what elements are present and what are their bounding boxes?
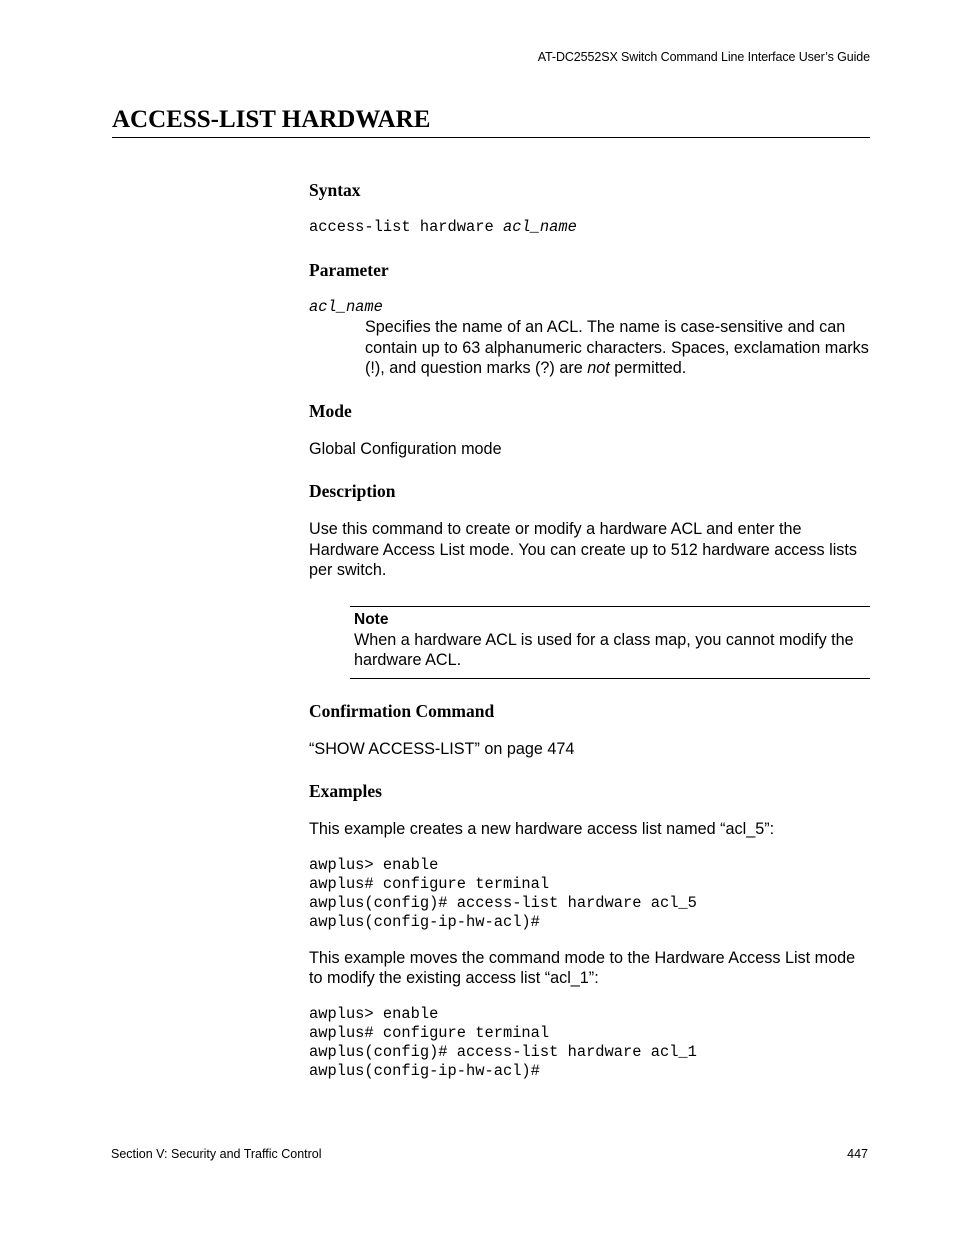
description-heading: Description [309, 481, 396, 501]
code-block-2 [309, 1005, 870, 1081]
examples-heading: Examples [309, 781, 382, 801]
code-line: awplus> enable [309, 1004, 439, 1023]
note-title: Note [354, 610, 389, 628]
footer-section: Section V: Security and Traffic Control [111, 1147, 322, 1161]
note-box [350, 606, 870, 679]
parameter-heading: Parameter [309, 260, 389, 280]
mode-heading: Mode [309, 400, 352, 421]
confirmation-heading: Confirmation Command [309, 700, 495, 721]
syntax-line [309, 218, 870, 237]
parameter-desc-text: Specifies the name of an ACL. The name is case-sensitive and can contain up to 63 alphanumeric characters. Spaces, exclamation marks (!), and question marks (?) are [365, 318, 869, 377]
parameter-description [365, 317, 870, 379]
note-text: When a hardware ACL is used for a class map, you cannot modify the hardware ACL. [354, 630, 854, 669]
page-number: 447 [847, 1147, 868, 1161]
code-line: awplus(config)# access-list hardware acl_1 [309, 1042, 697, 1061]
mode-text: Global Configuration mode [309, 439, 502, 458]
page-title: ACCESS-LIST HARDWARE [112, 106, 870, 138]
code-line: awplus# configure terminal [309, 874, 550, 893]
code-line: awplus> enable [309, 855, 439, 874]
example-intro-2: This example moves the command mode to the Hardware Access List mode to modify the existing access list “acl_1”: [309, 948, 856, 987]
parameter-name: acl_name [309, 298, 383, 316]
description-text: Use this command to create or modify a hardware ACL and enter the Hardware Access List mode. You can create up to 512 hardware access lists per switch. [309, 520, 857, 579]
code-line: awplus# configure terminal [309, 1023, 550, 1042]
running-header: AT-DC2552SX Switch Command Line Interface User’s Guide [537, 50, 870, 64]
code-block-1 [309, 856, 870, 932]
code-line: awplus(config)# access-list hardware acl_5 [309, 893, 697, 912]
syntax-heading: Syntax [309, 180, 361, 200]
confirmation-text: “SHOW ACCESS-LIST” on page 474 [309, 739, 575, 758]
syntax-command: access-list hardware [309, 218, 503, 236]
main-content [309, 180, 870, 1081]
example-intro-1: This example creates a new hardware access list named “acl_5”: [309, 820, 775, 838]
parameter-desc-end: permitted. [609, 359, 687, 377]
parameter-desc-emphasis: not [587, 359, 610, 377]
code-line: awplus(config-ip-hw-acl)# [309, 912, 540, 931]
syntax-argument: acl_name [502, 218, 577, 236]
code-line: awplus(config-ip-hw-acl)# [309, 1061, 540, 1080]
